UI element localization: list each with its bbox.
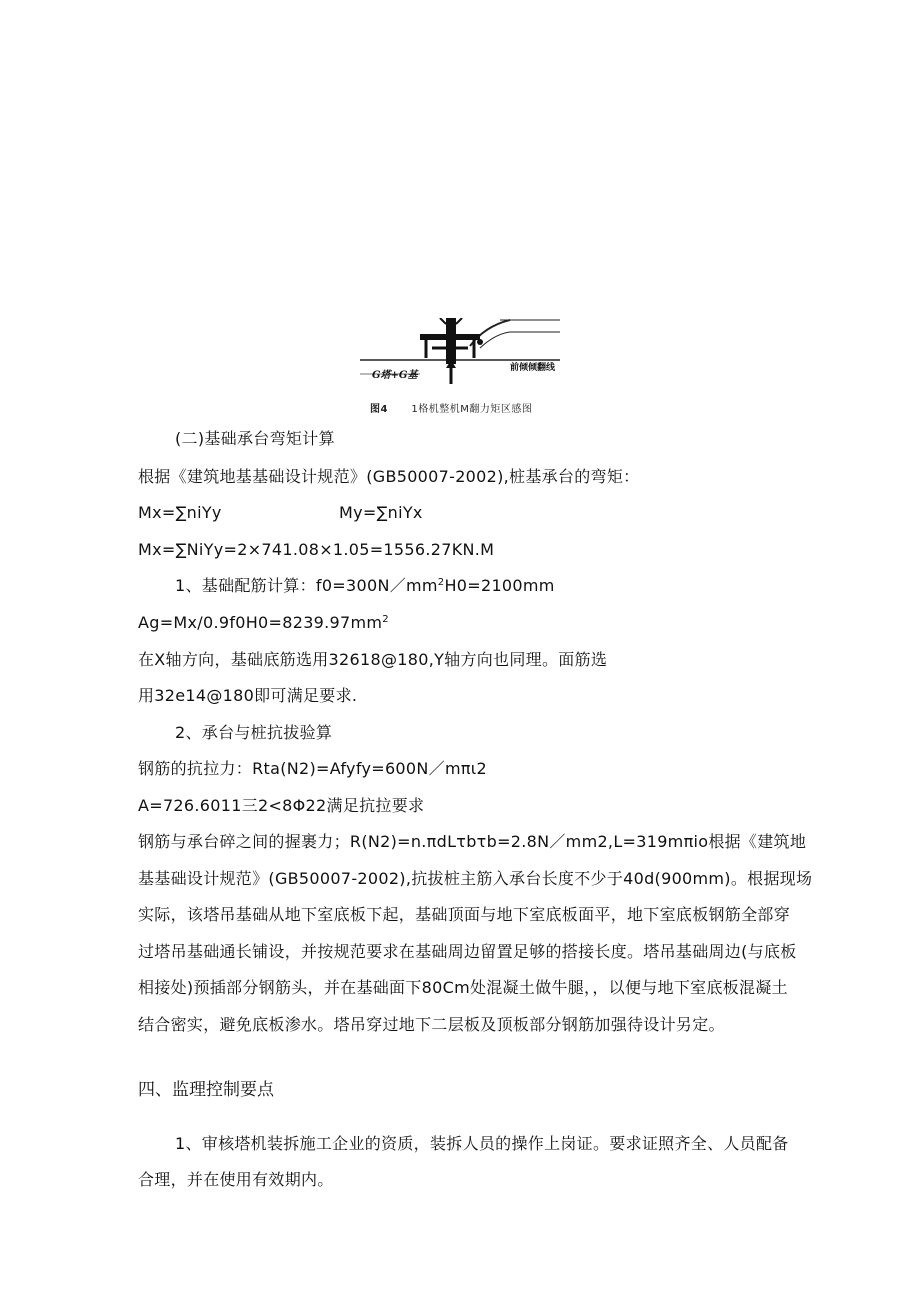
item2-pullout-check: 2、承台与桩抗拔验算 xyxy=(175,723,333,742)
item1-text-a: 1、基础配筋计算：f0=300N／mm xyxy=(175,576,438,595)
formula-ag-superscript: 2 xyxy=(382,614,389,625)
figure-left-label: G塔+G基 xyxy=(372,370,418,381)
subheading-foundation-moment: (二)基础承台弯矩计算 xyxy=(175,429,335,448)
item1-reinforcement xyxy=(175,576,555,596)
s4-item1-line1: 1、审核塔机装拆施工企业的资质，装拆人员的操作上岗证。要求证照齐全、人员配备 xyxy=(175,1134,789,1153)
figure-caption-number: 图4 xyxy=(370,404,388,415)
paragraph-line: 钢筋与承台碎之间的握裹力；R(N2)=n.πdLτbτb=2.8N／mm2,L=319mπio根据《建筑地 xyxy=(138,832,807,851)
text-area: A=726.6011三2<8Φ22满足抗拉要求 xyxy=(138,796,425,815)
formula-ag xyxy=(138,613,389,633)
paragraph-line: 基基础设计规范》(GB50007-2002),抗拔桩主筋入承台长度不少于40d(900mm)。根据现场 xyxy=(138,869,813,888)
paragraph-line: 过塔吊基础通长铺设，并按规范要求在基础周边留置足够的搭接长度。塔吊基础周边(与底板 xyxy=(138,942,797,961)
section-heading-supervision: 四、监理控制要点 xyxy=(138,1080,274,1100)
text-use: 用32e14@180即可满足要求. xyxy=(138,686,358,705)
tower-crane-overturning-figure xyxy=(360,318,560,386)
text-x-axis: 在X轴方向，基础底筋选用32618@180,Y轴方向也同理。面筋选 xyxy=(138,650,608,669)
item1-superscript: 2 xyxy=(437,577,445,588)
figure-caption-text: 1格机整机M翻力矩区感图 xyxy=(411,404,533,415)
formula-calc: Mx=∑NiYy=2×741.08×1.05=1556.27KN.M xyxy=(138,540,495,559)
formula-my: My=∑niYx xyxy=(339,503,423,522)
figure-caption xyxy=(370,404,532,416)
figure-right-label: 前倾倾翻线 xyxy=(510,363,556,373)
text-basis: 根据《建筑地基基础设计规范》(GB50007-2002),桩基承台的弯矩： xyxy=(138,467,640,486)
s4-item1-line2: 合理，并在使用有效期内。 xyxy=(138,1170,334,1189)
text-pull-force: 钢筋的抗拉力：Rta(N2)=Afyfy=600N／mπι2 xyxy=(138,759,487,778)
formula-mx: Mx=∑niYy xyxy=(138,503,222,522)
paragraph-line: 实际，该塔吊基础从地下室底板下起，基础顶面与地下室底板面平，地下室底板钢筋全部穿 xyxy=(138,905,791,924)
paragraph-line: 相接处)预插部分钢筋头，并在基础面下80Cm处混凝土做牛腿，，以便与地下室底板混凝土 xyxy=(138,978,788,997)
formula-ag-text: Ag=Mx/0.9f0H0=8239.97mm xyxy=(138,613,383,632)
item1-text-b: H0=2100mm xyxy=(444,576,555,595)
paragraph-line: 结合密实，避免底板渗水。塔吊穿过地下二层板及顶板部分钢筋加强待设计另定。 xyxy=(138,1015,725,1034)
